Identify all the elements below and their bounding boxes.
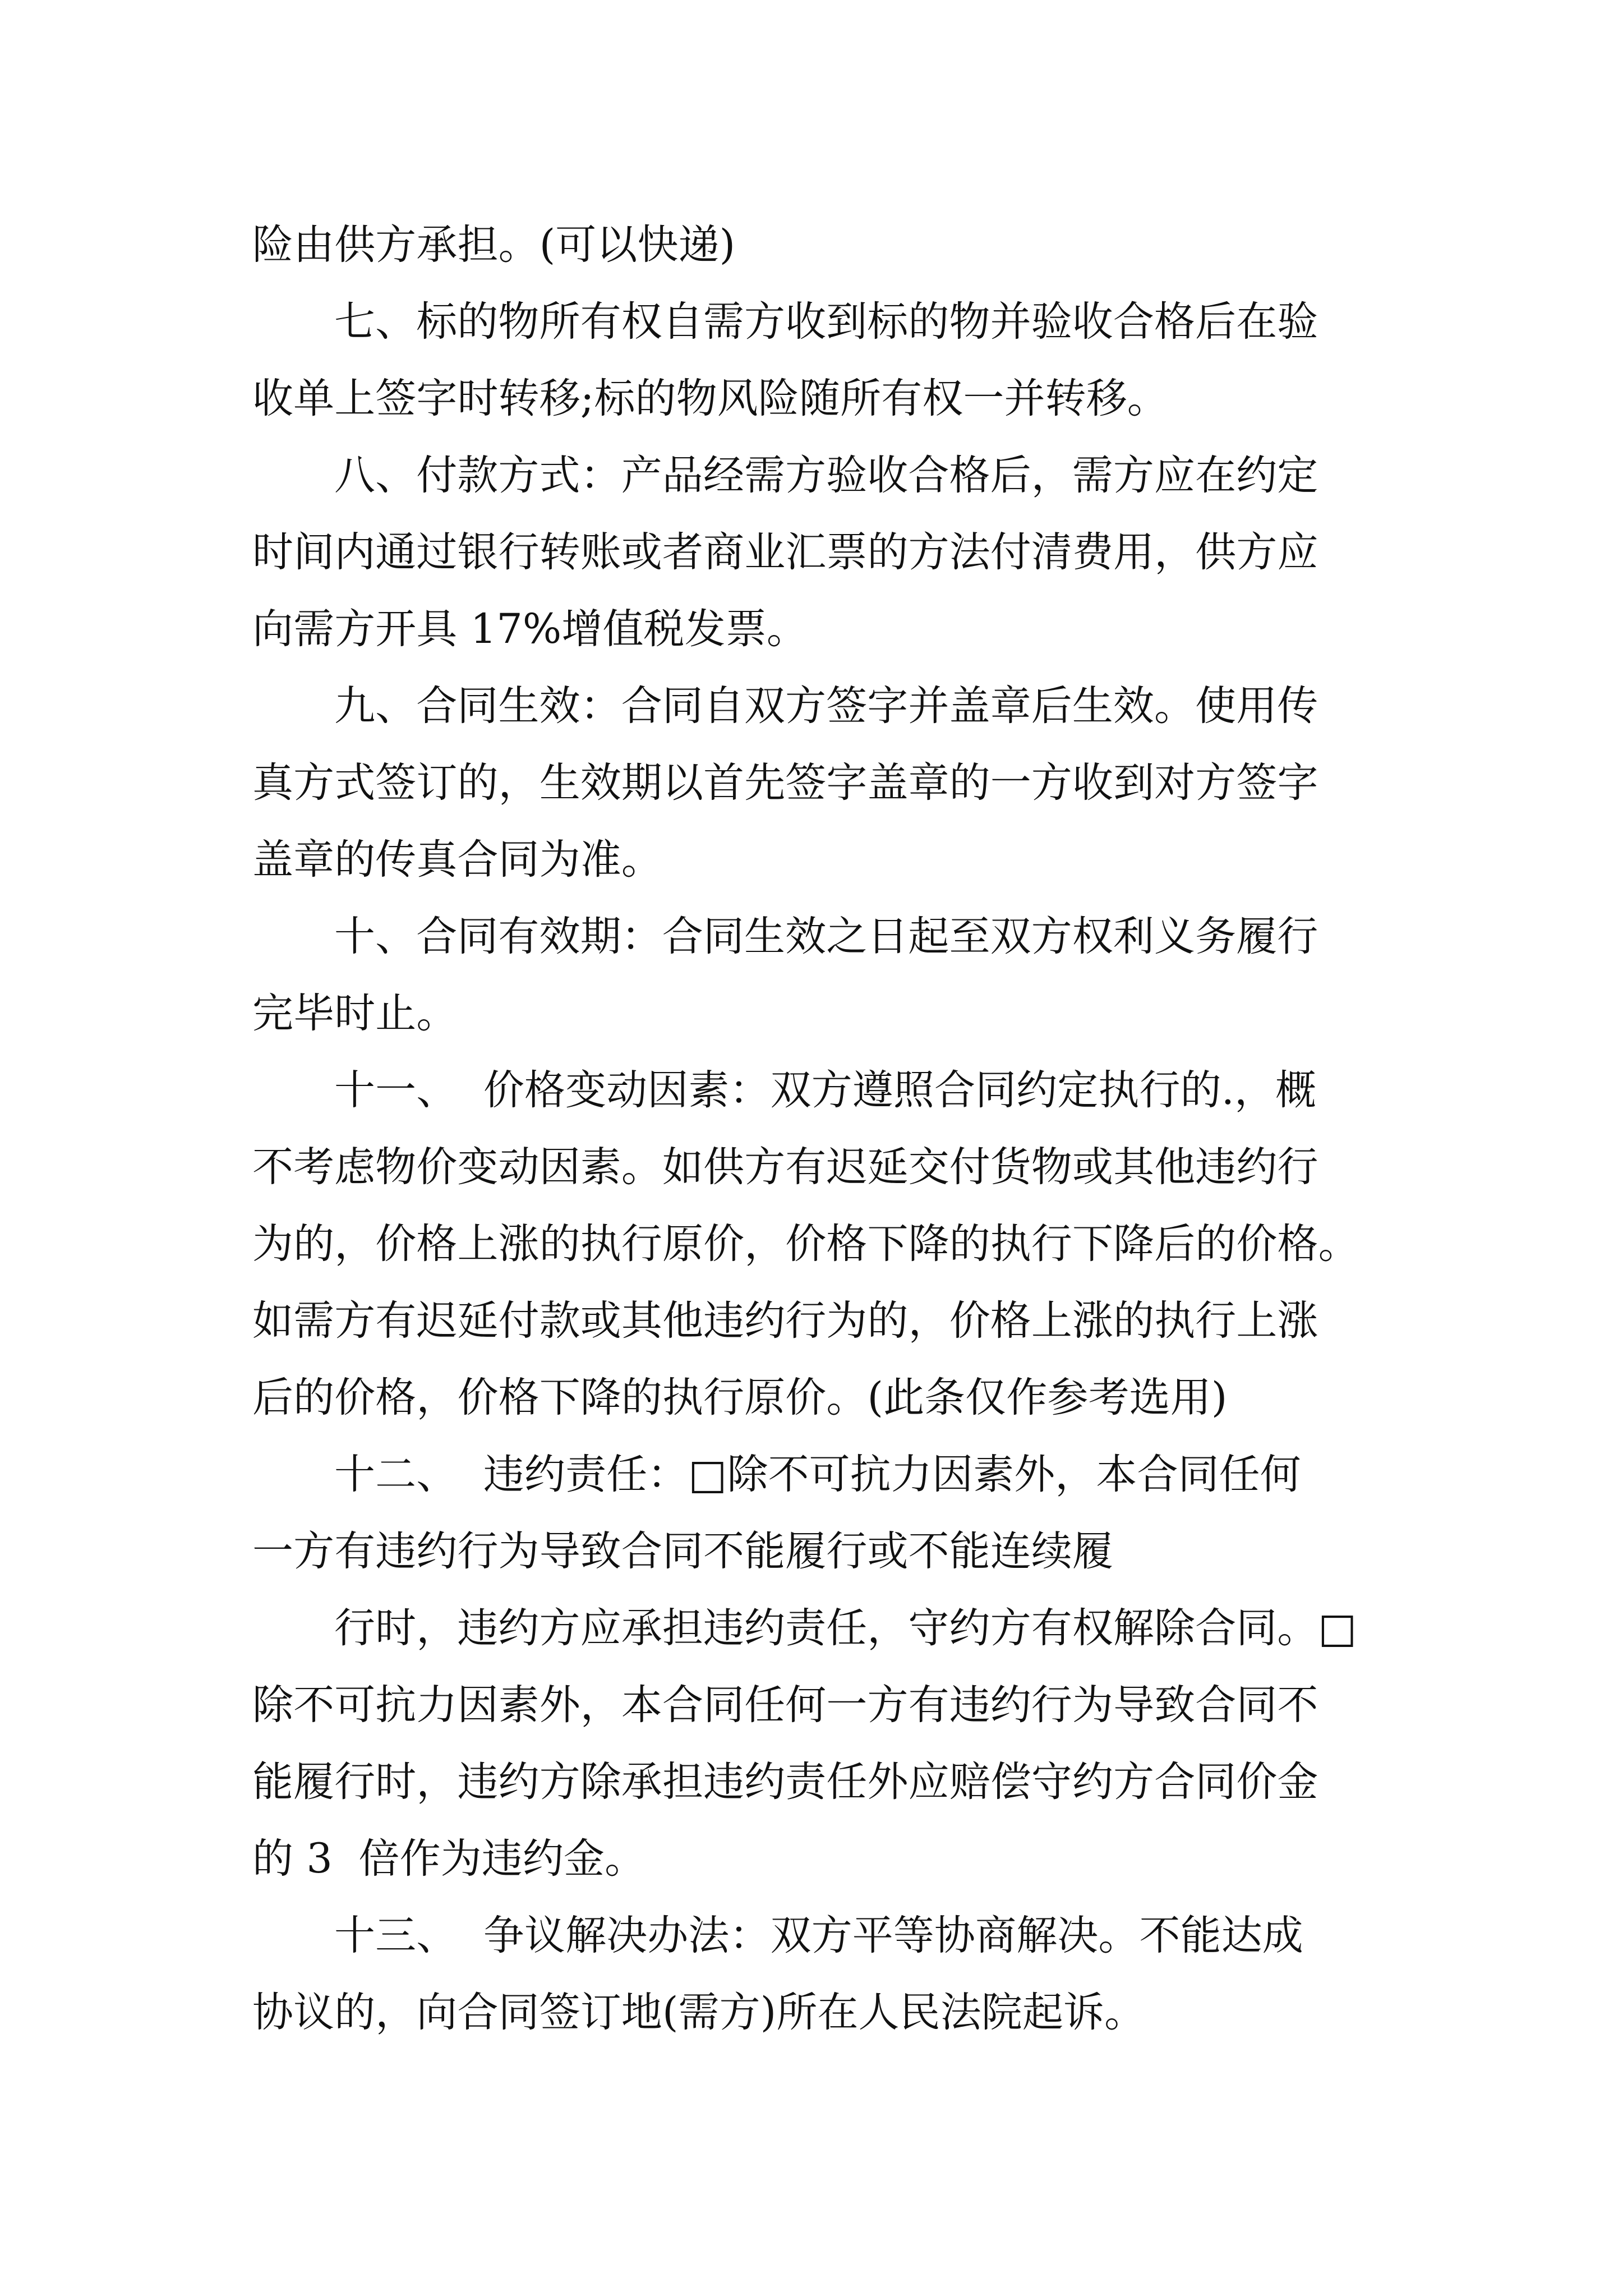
text-line: 为的，价格上涨的执行原价，价格下降的执行下降后的价格。	[252, 1220, 1359, 1268]
text-line: 完毕时止。	[252, 990, 458, 1037]
text-line: 的 3 倍作为违约金。	[252, 1835, 646, 1883]
text-line: 向需方开具 17%增值税发票。	[252, 605, 808, 653]
text-line: 收单上签字时转移;标的物风险随所有权一并转移。	[252, 375, 1168, 422]
text-line: 如需方有迟延付款或其他违约行为的，价格上涨的执行上涨	[252, 1297, 1318, 1345]
text-line: 十三、 争议解决办法：双方平等协商解决。不能达成	[334, 1912, 1303, 1959]
text-line: 险由供方承担。(可以快递)	[252, 221, 736, 269]
text-line: 十、合同有效期：合同生效之日起至双方权利义务履行	[334, 913, 1318, 960]
text-line: 一方有违约行为导致合同不能履行或不能连续履	[252, 1527, 1114, 1575]
text-line: 能履行时，违约方除承担违约责任外应赔偿守约方合同价金	[252, 1758, 1318, 1806]
text-line: 十一、 价格变动因素：双方遵照合同约定执行的.，概	[334, 1066, 1317, 1114]
text-line: 盖章的传真合同为准。	[252, 836, 662, 884]
text-line: 时间内通过银行转账或者商业汇票的方法付清费用，供方应	[252, 528, 1318, 576]
text-line: 不考虑物价变动因素。如供方有迟延交付货物或其他违约行	[252, 1143, 1318, 1191]
text-line: 十二、 违约责任：□除不可抗力因素外，本合同任何	[334, 1451, 1301, 1498]
text-line: 七、标的物所有权自需方收到标的物并验收合格后在验	[334, 298, 1318, 346]
text-line: 九、合同生效：合同自双方签字并盖章后生效。使用传	[334, 682, 1318, 730]
contract-text	[252, 206, 1385, 2051]
text-line: 协议的，向合同签订地(需方)所在人民法院起诉。	[252, 1989, 1146, 2036]
text-line: 除不可抗力因素外，本合同任何一方有违约行为导致合同不	[252, 1681, 1318, 1729]
text-line: 真方式签订的，生效期以首先签字盖章的一方收到对方签字	[252, 759, 1318, 807]
text-line: 行时，违约方应承担违约责任，守约方有权解除合同。□	[334, 1604, 1357, 1652]
text-line: 后的价格，价格下降的执行原价。(此条仅作参考选用)	[252, 1374, 1228, 1421]
text-line: 八、付款方式：产品经需方验收合格后，需方应在约定	[334, 452, 1318, 499]
